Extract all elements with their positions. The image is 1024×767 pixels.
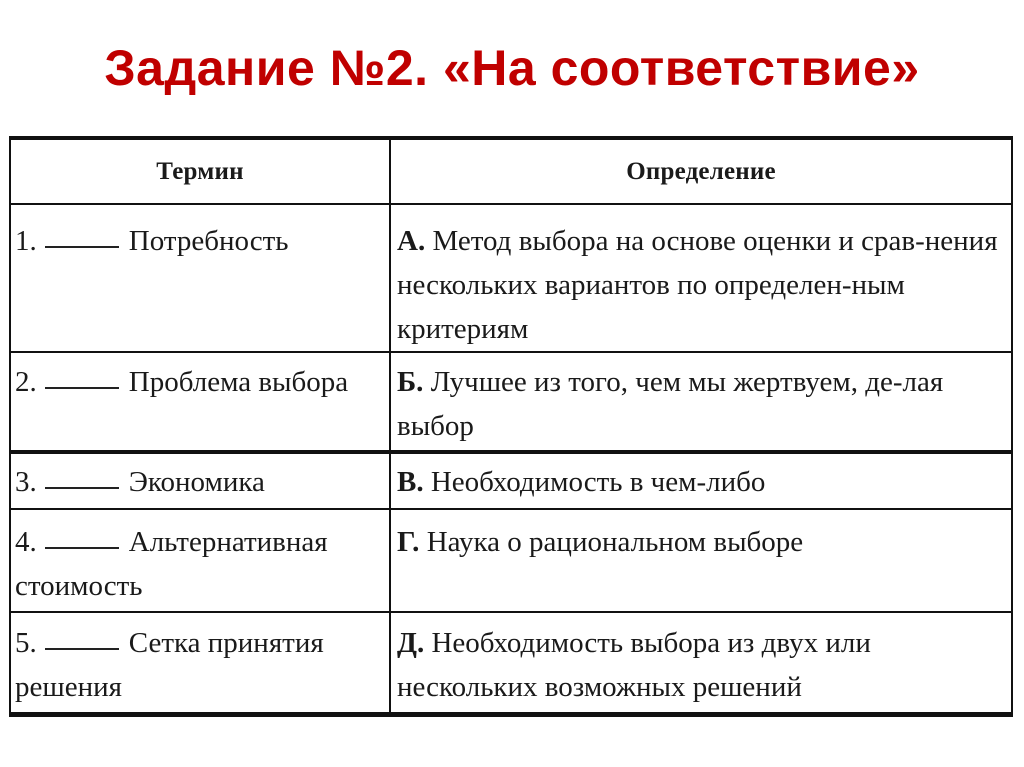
table-row (10, 452, 1012, 509)
answer-blank[interactable] (45, 546, 119, 549)
definition-cell (390, 612, 1012, 714)
term-cell (10, 509, 390, 612)
matching-table (9, 136, 1013, 717)
term-number: 3. (15, 466, 37, 498)
term-number: 1. (15, 225, 37, 257)
definition-cell (390, 452, 1012, 509)
header-definition: Определение (390, 138, 1012, 204)
definition-letter: А. (397, 225, 426, 257)
table-row (10, 509, 1012, 612)
definition-letter: Б. (397, 366, 424, 398)
term-text: Проблема выбора (128, 366, 349, 398)
term-number: 2. (15, 366, 37, 398)
table-row (10, 352, 1012, 452)
answer-blank[interactable] (45, 386, 119, 389)
definition-cell (390, 352, 1012, 452)
slide-title: Задание №2. «На соответствие» (104, 40, 920, 96)
definition-text: Метод выбора на основе оценки и срав-нения нескольких вариантов по определен-ным критериям (397, 225, 998, 345)
table-row (10, 612, 1012, 714)
definition-text: Необходимость выбора из двух или нескольких возможных решений (397, 627, 871, 703)
table-header-row (10, 138, 1012, 204)
term-number: 5. (15, 627, 37, 659)
term-cell (10, 352, 390, 452)
answer-blank[interactable] (45, 245, 119, 248)
term-cell (10, 452, 390, 509)
definition-letter: Д. (397, 627, 425, 659)
answer-blank[interactable] (45, 486, 119, 489)
term-text: Альтернативная стоимость (15, 526, 328, 602)
definition-text: Необходимость в чем-либо (430, 466, 766, 498)
table-row (10, 204, 1012, 352)
header-term: Термин (10, 138, 390, 204)
definition-text: Наука о рациональном выборе (426, 526, 804, 558)
definition-cell (390, 509, 1012, 612)
definition-letter: В. (397, 466, 424, 498)
term-cell (10, 612, 390, 714)
term-cell (10, 204, 390, 352)
definition-text: Лучшее из того, чем мы жертвуем, де-лая выбор (397, 366, 944, 442)
term-text: Сетка принятия решения (15, 627, 324, 703)
definition-letter: Г. (397, 526, 420, 558)
term-number: 4. (15, 526, 37, 558)
definition-cell (390, 204, 1012, 352)
term-text: Потребность (128, 225, 289, 257)
term-text: Экономика (128, 466, 265, 498)
answer-blank[interactable] (45, 647, 119, 650)
